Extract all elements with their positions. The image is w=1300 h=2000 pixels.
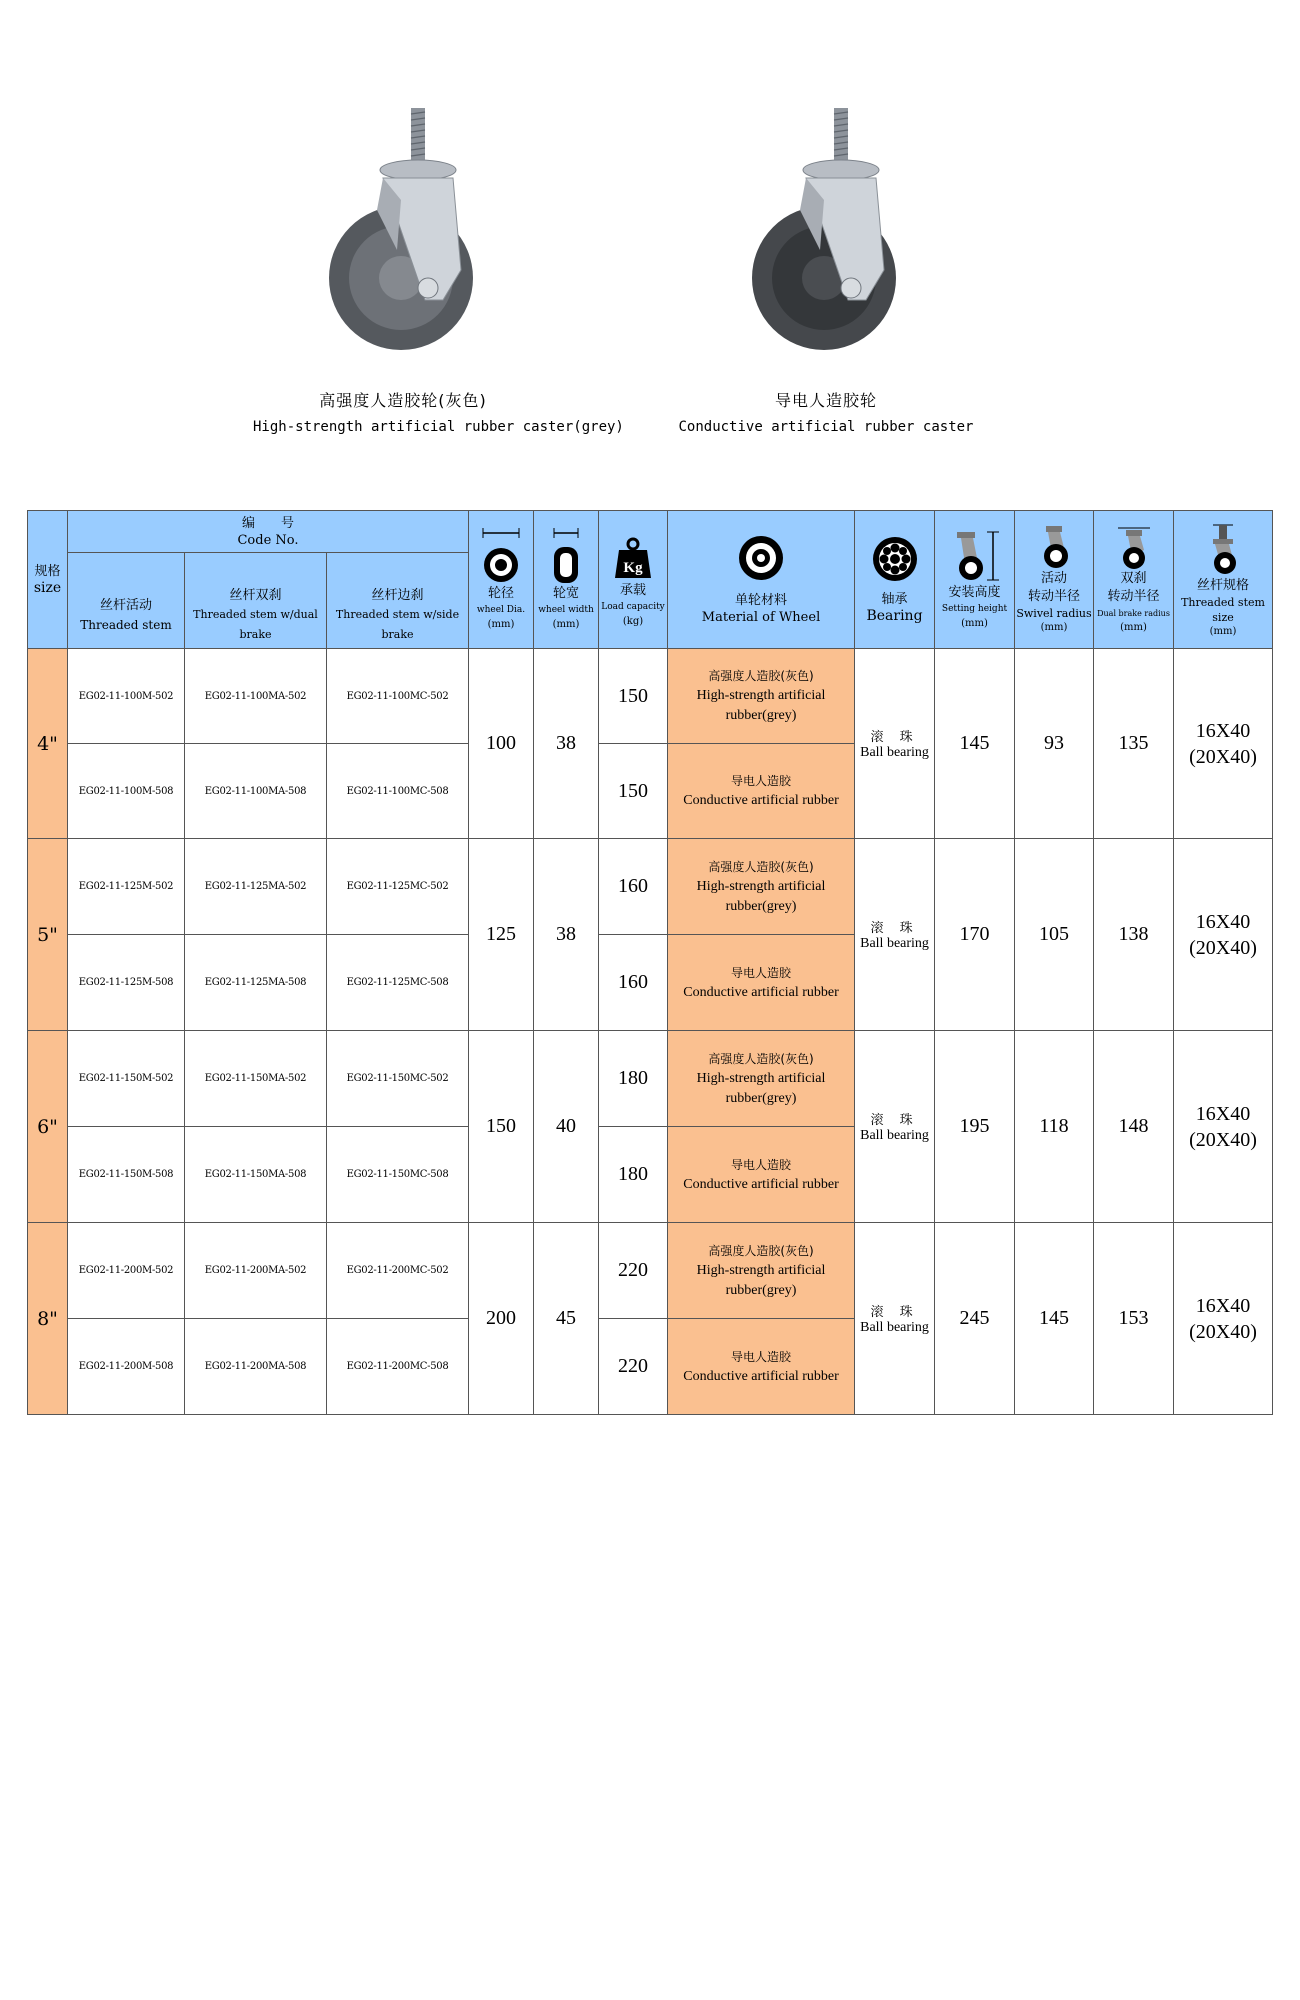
header-dual-radius-cn1: 双刹 (1120, 571, 1147, 586)
material-cn: 导电人造胶 (731, 774, 792, 788)
load-value: 180 (599, 1031, 668, 1127)
wheel-width-value: 38 (534, 649, 599, 839)
code-dual-brake: EG02-11-200MA-508 (185, 1319, 327, 1415)
header-stem-size (1174, 511, 1273, 649)
header-threaded-stem-en: Threaded stem (80, 617, 172, 632)
header-load-unit: (kg) (622, 616, 644, 627)
header-dual-radius-en: Dual brake radius (1097, 609, 1170, 618)
material-cn: 高强度人造胶(灰色) (708, 859, 814, 874)
load-value: 150 (599, 744, 668, 839)
code-dual-brake: EG02-11-150MA-502 (185, 1031, 327, 1127)
code-side-brake: EG02-11-150MC-508 (327, 1127, 469, 1223)
bearing-cn: 滚 珠 (870, 730, 919, 745)
header-stem-size-en: Threaded stem size (1181, 595, 1265, 624)
material-cn: 高强度人造胶(灰色) (708, 1243, 814, 1258)
product-conductive-caster (676, 100, 976, 435)
header-dual-radius-cn2: 转动半径 (1107, 589, 1160, 604)
spec-table (27, 510, 1273, 1415)
table-row (28, 1223, 1273, 1319)
header-wheel-dia-unit: (mm) (487, 619, 515, 630)
material-cell (668, 935, 855, 1031)
header-swivel-radius-cn2: 转动半径 (1028, 589, 1081, 604)
code-dual-brake: EG02-11-125MA-508 (185, 935, 327, 1031)
header-setting-height-cn: 安装高度 (948, 585, 1001, 600)
code-dual-brake: EG02-11-150MA-508 (185, 1127, 327, 1223)
bearing-cell (855, 1223, 935, 1415)
header-load-cn: 承载 (620, 583, 647, 598)
code-threaded-stem: EG02-11-100M-502 (68, 649, 185, 744)
swivel-radius-value: 145 (1015, 1223, 1094, 1415)
material-en-line2: rubber(grey) (725, 708, 797, 723)
load-value: 220 (599, 1223, 668, 1319)
header-wheel-width (534, 511, 599, 649)
code-threaded-stem: EG02-11-200M-508 (68, 1319, 185, 1415)
stem-size-line1: 16X40 (1195, 910, 1251, 933)
code-threaded-stem: EG02-11-150M-508 (68, 1127, 185, 1223)
stem-size-cell (1174, 1223, 1273, 1415)
header-dual-brake-radius (1094, 511, 1174, 649)
header-size-en: size (33, 580, 62, 596)
load-value: 220 (599, 1319, 668, 1415)
wheel-diameter-icon (479, 527, 523, 585)
header-swivel-radius-unit: (mm) (1040, 622, 1068, 633)
stem-size-line2: (20X40) (1189, 936, 1257, 959)
material-cell (668, 839, 855, 935)
product-caption-cn: 高强度人造胶轮(灰色) (319, 391, 487, 410)
material-en-line2: rubber(grey) (725, 1282, 797, 1298)
wheel-width-value: 40 (534, 1031, 599, 1223)
header-threaded-stem-side-en: Threaded stem w/side brake (335, 607, 460, 641)
header-load-en: Load capacity (601, 602, 665, 612)
dual-radius-value: 135 (1094, 649, 1174, 839)
material-cn: 导电人造胶 (731, 1157, 792, 1172)
material-cell (668, 649, 855, 744)
size-cell: 8" (28, 1223, 68, 1415)
header-swivel-radius-en: Swivel radius (1016, 607, 1092, 620)
code-side-brake: EG02-11-100MC-508 (327, 744, 469, 839)
material-cell (668, 1319, 855, 1415)
stem-size-line2: (20X40) (1189, 1128, 1257, 1151)
bearing-cell (855, 1031, 935, 1223)
material-en-line2: rubber(grey) (725, 1090, 797, 1106)
header-material (668, 511, 855, 649)
swivel-radius-value: 105 (1015, 839, 1094, 1031)
dual-brake-radius-icon (1102, 524, 1166, 570)
material-cell (668, 744, 855, 839)
load-value: 180 (599, 1127, 668, 1223)
material-en-line1: Conductive artificial rubber (683, 793, 839, 808)
header-wheel-width-en: wheel width (538, 605, 594, 615)
header-wheel-width-unit: (mm) (552, 619, 580, 630)
wheel-material-icon (737, 534, 785, 582)
material-en-line1: Conductive artificial rubber (683, 1368, 839, 1384)
stem-size-cell (1174, 1031, 1273, 1223)
header-code-no (68, 511, 469, 553)
dual-radius-value: 148 (1094, 1031, 1174, 1223)
product-caption-en: High-strength artificial rubber caster(grey) (253, 419, 624, 435)
load-value: 160 (599, 839, 668, 935)
stem-size-line2: (20X40) (1189, 745, 1257, 768)
stem-size-line1: 16X40 (1195, 1102, 1251, 1125)
header-wheel-dia-cn: 轮径 (488, 586, 515, 601)
header-bearing-cn: 轴承 (881, 592, 908, 607)
header-threaded-stem-cn: 丝杆活动 (99, 597, 152, 613)
material-cn: 高强度人造胶(灰色) (708, 1051, 814, 1066)
material-en-line1: High-strength artificial (696, 878, 826, 894)
bearing-cell (855, 649, 935, 839)
code-dual-brake: EG02-11-200MA-502 (185, 1223, 327, 1319)
header-code-en: Code No. (237, 533, 299, 548)
setting-height-value: 245 (935, 1223, 1015, 1415)
bearing-en: Ball bearing (860, 745, 929, 760)
header-threaded-stem-side-cn: 丝杆边刹 (371, 587, 424, 603)
bearing-cn: 滚 珠 (870, 921, 919, 936)
swivel-radius-value: 93 (1015, 649, 1094, 839)
swivel-radius-value: 118 (1015, 1031, 1094, 1223)
table-row (28, 649, 1273, 744)
code-threaded-stem: EG02-11-150M-502 (68, 1031, 185, 1127)
header-size (28, 511, 68, 649)
bearing-cell (855, 839, 935, 1031)
code-dual-brake: EG02-11-100MA-508 (185, 744, 327, 839)
header-setting-height (935, 511, 1015, 649)
material-cn: 高强度人造胶(灰色) (708, 669, 814, 683)
wheel-dia-value: 125 (469, 839, 534, 1031)
code-side-brake: EG02-11-125MC-508 (327, 935, 469, 1031)
code-side-brake: EG02-11-200MC-502 (327, 1223, 469, 1319)
setting-height-value: 145 (935, 649, 1015, 839)
bearing-en: Ball bearing (860, 936, 929, 951)
header-material-cn: 单轮材料 (735, 593, 788, 608)
caster-image-conductive (736, 100, 916, 360)
header-threaded-stem-side (327, 553, 469, 649)
wheel-width-value: 38 (534, 839, 599, 1031)
header-threaded-stem-dual-en: Threaded stem w/dual brake (193, 607, 318, 641)
material-en-line1: High-strength artificial (696, 1070, 826, 1086)
header-code-cn: 编 号 (242, 516, 295, 531)
size-cell: 5" (28, 839, 68, 1031)
bearing-en: Ball bearing (860, 1128, 929, 1143)
code-dual-brake: EG02-11-100MA-502 (185, 649, 327, 744)
header-setting-height-unit: (mm) (961, 618, 988, 629)
wheel-dia-value: 200 (469, 1223, 534, 1415)
header-bearing (855, 511, 935, 649)
weight-icon (611, 530, 655, 582)
stem-size-line1: 16X40 (1195, 719, 1251, 742)
swivel-radius-icon (1022, 524, 1086, 570)
threaded-stem-icon (1191, 521, 1255, 577)
header-threaded-stem-dual (185, 553, 327, 649)
ball-bearing-icon (871, 535, 919, 583)
header-size-cn: 规格 (34, 564, 61, 579)
product-caption-en: Conductive artificial rubber caster (678, 419, 974, 435)
dual-radius-value: 153 (1094, 1223, 1174, 1415)
code-threaded-stem: EG02-11-200M-502 (68, 1223, 185, 1319)
bearing-cn: 滚 珠 (870, 1113, 919, 1128)
code-threaded-stem: EG02-11-125M-502 (68, 839, 185, 935)
stem-size-line2: (20X40) (1189, 1320, 1257, 1343)
material-cell (668, 1223, 855, 1319)
header-stem-size-cn: 丝杆规格 (1197, 577, 1250, 593)
header-dual-radius-unit: (mm) (1120, 622, 1147, 633)
material-en-line1: High-strength artificial (696, 1262, 826, 1278)
header-swivel-radius-cn1: 活动 (1041, 571, 1068, 586)
material-cn: 导电人造胶 (731, 965, 792, 980)
product-grey-caster (253, 100, 624, 435)
material-cell (668, 1127, 855, 1223)
dual-radius-value: 138 (1094, 839, 1174, 1031)
header-threaded-stem (68, 553, 185, 649)
wheel-width-value: 45 (534, 1223, 599, 1415)
wheel-dia-value: 100 (469, 649, 534, 839)
header-stem-size-unit: (mm) (1209, 625, 1237, 637)
wheel-width-icon (544, 527, 588, 585)
setting-height-icon (943, 528, 1007, 584)
stem-size-cell (1174, 839, 1273, 1031)
header-load (599, 511, 668, 649)
size-cell: 6" (28, 1031, 68, 1223)
weight-icon-label: Kg (623, 560, 643, 576)
table-row (28, 839, 1273, 935)
header-wheel-width-cn: 轮宽 (553, 586, 580, 601)
material-en-line1: Conductive artificial rubber (683, 984, 839, 1000)
material-en-line1: High-strength artificial (696, 688, 826, 703)
code-side-brake: EG02-11-100MC-502 (327, 649, 469, 744)
material-en-line2: rubber(grey) (725, 898, 797, 914)
setting-height-value: 195 (935, 1031, 1015, 1223)
size-cell: 4" (28, 649, 68, 839)
bearing-en: Ball bearing (860, 1320, 929, 1335)
code-threaded-stem: EG02-11-125M-508 (68, 935, 185, 1031)
bearing-cn: 滚 珠 (870, 1305, 919, 1320)
code-side-brake: EG02-11-125MC-502 (327, 839, 469, 935)
header-swivel-radius (1015, 511, 1094, 649)
material-cn: 导电人造胶 (731, 1349, 792, 1364)
caster-image-grey (313, 100, 493, 360)
header-wheel-dia (469, 511, 534, 649)
header-setting-height-en: Setting height (941, 604, 1008, 614)
load-value: 160 (599, 935, 668, 1031)
code-side-brake: EG02-11-200MC-508 (327, 1319, 469, 1415)
wheel-dia-value: 150 (469, 1031, 534, 1223)
table-row (28, 1031, 1273, 1127)
header-threaded-stem-dual-cn: 丝杆双刹 (229, 587, 282, 603)
load-value: 150 (599, 649, 668, 744)
product-caption-cn: 导电人造胶轮 (774, 391, 877, 410)
stem-size-line1: 16X40 (1195, 1294, 1251, 1317)
material-cell (668, 1031, 855, 1127)
header-wheel-dia-en: wheel Dia. (476, 605, 526, 615)
stem-size-cell (1174, 649, 1273, 839)
header-material-en: Material of Wheel (701, 610, 821, 625)
material-en-line1: Conductive artificial rubber (683, 1176, 839, 1192)
code-dual-brake: EG02-11-125MA-502 (185, 839, 327, 935)
code-side-brake: EG02-11-150MC-502 (327, 1031, 469, 1127)
header-bearing-en: Bearing (866, 608, 923, 624)
code-threaded-stem: EG02-11-100M-508 (68, 744, 185, 839)
setting-height-value: 170 (935, 839, 1015, 1031)
